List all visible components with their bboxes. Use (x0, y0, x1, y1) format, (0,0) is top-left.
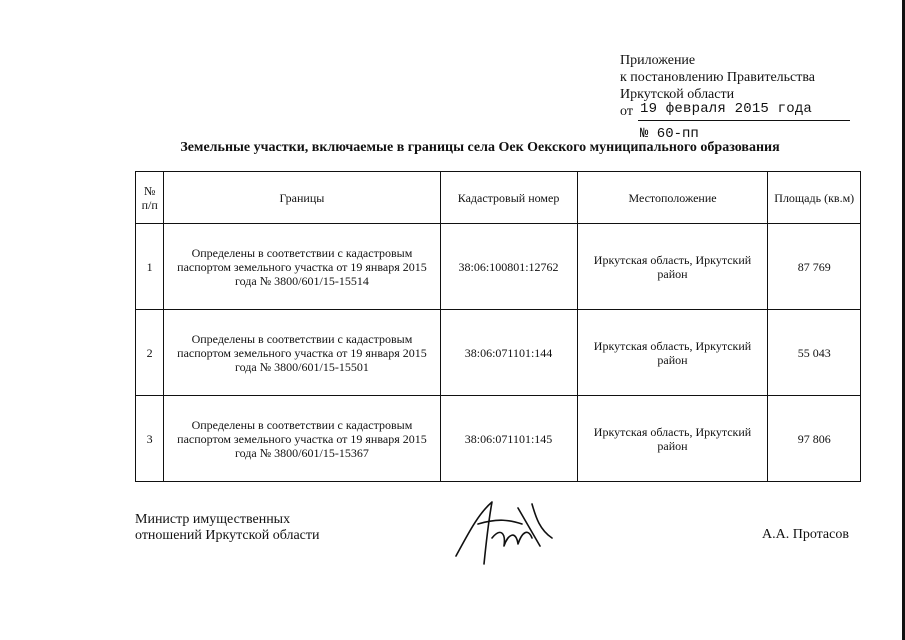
column-header-number: № п/п (136, 172, 164, 224)
column-header-area: Площадь (кв.м) (768, 172, 861, 224)
row-location: Иркутская область, Иркутский район (577, 310, 768, 396)
row-bounds: Определены в соответствии с кадастровым паспортом земельного участка от 19 января 2015 года № 3800/601/15-15514 (164, 224, 440, 310)
table-row (136, 224, 861, 310)
header-resolution-label: к постановлению Правительства (620, 70, 816, 85)
row-bounds: Определены в соответствии с кадастровым паспортом земельного участка от 19 января 2015 года № 3800/601/15-15367 (164, 396, 440, 482)
row-number: 2 (136, 310, 164, 396)
signer-position-line2: отношений Иркутской области (135, 528, 320, 543)
row-cadastral-number: 38:06:100801:12762 (440, 224, 577, 310)
table-row (136, 396, 861, 482)
row-number: 1 (136, 224, 164, 310)
row-location: Иркутская область, Иркутский район (577, 396, 768, 482)
table-row (136, 310, 861, 396)
resolution-date: 19 февраля 2015 года (640, 101, 813, 117)
row-area: 97 806 (768, 396, 861, 482)
column-header-bounds: Границы (164, 172, 440, 224)
land-plots-table (135, 171, 861, 482)
approval-header (620, 52, 860, 121)
header-date-row (620, 103, 860, 121)
signer-position (135, 512, 320, 544)
row-area: 55 043 (768, 310, 861, 396)
row-location: Иркутская область, Иркутский район (577, 224, 768, 310)
table-header-row (136, 172, 861, 224)
row-number: 3 (136, 396, 164, 482)
resolution-number: № 60-пп (640, 126, 699, 142)
header-appendix-label: Приложение (620, 53, 696, 68)
column-header-cadastral: Кадастровый номер (440, 172, 577, 224)
signer-name: А.А. Протасов (762, 527, 849, 542)
header-region-label: Иркутской области (620, 87, 735, 102)
row-cadastral-number: 38:06:071101:144 (440, 310, 577, 396)
signer-position-line1: Министр имущественных (135, 512, 291, 527)
date-prefix: от (620, 104, 633, 119)
row-bounds: Определены в соответствии с кадастровым паспортом земельного участка от 19 января 2015 года № 3800/601/15-15501 (164, 310, 440, 396)
row-cadastral-number: 38:06:071101:145 (440, 396, 577, 482)
date-underline (638, 120, 850, 121)
document-title: Земельные участки, включаемые в границы села Оек Оекского муниципального образования (180, 140, 780, 155)
column-header-location: Местоположение (577, 172, 768, 224)
handwritten-signature (448, 494, 558, 574)
row-area: 87 769 (768, 224, 861, 310)
